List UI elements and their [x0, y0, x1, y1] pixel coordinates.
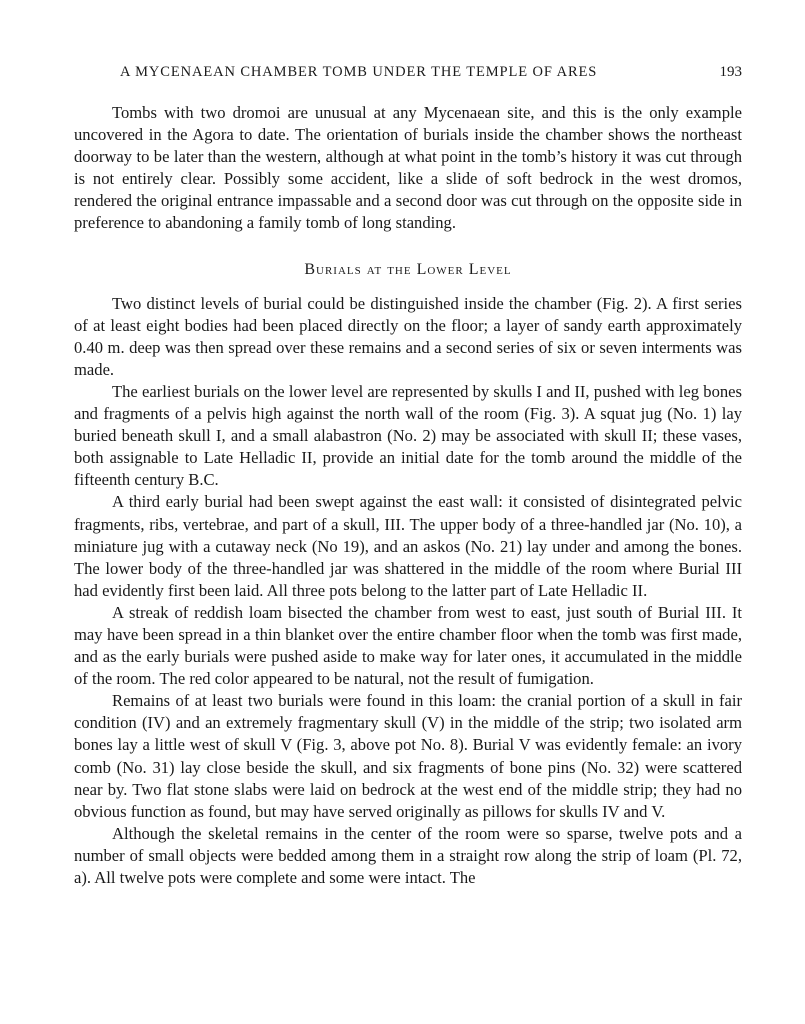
section-heading	[74, 261, 742, 279]
paragraph-burials-in-loam: Remains of at least two burials were found in this loam: the cranial portion of a skull in fair condition (IV) and an extremely fragmentary skull (V) in the middle of the strip; two isolated arm bones lay a little west of skull V (Fig. 3, above pot No. 8). Burial V was evidently female: an ivory comb (No. 31) lay close beside the skull, and six fragments of bone pins (No. 32) were scattered near by. Two flat stone slabs were laid on bedrock at the west end of the middle strip; they had no obvious function as found, but may have served originally as pillows for skulls IV and V.	[74, 691, 742, 821]
running-head	[120, 62, 742, 84]
paragraph-dromoi: Tombs with two dromoi are unusual at any Mycenaean site, and this is the only example uncovered in the Agora to date. The orientation of burials inside the chamber shows the northeast doorway to be later than the western, although at what point in the tomb’s history it was cut through is not entirely clear. Possibly some accident, like a slide of soft bedrock in the west dromos, rendered the original entrance impassable and a second door was cut through on the opposite side in preference to abandoning a family tomb of long standing.	[74, 103, 742, 233]
paragraph-third-burial: A third early burial had been swept against the east wall: it consisted of disintegrated pelvic fragments, ribs, vertebrae, and part of a skull, III. The upper body of a three-handled jar (No. 10), a miniature jug with a cutaway neck (No 19), and an askos (No. 21) lay under and among the bones. The lower body of the three-handled jar was shattered in the middle of the room where Burial III had evidently first been laid. All three pots belong to the latter part of Late Helladic II.	[74, 492, 742, 600]
running-head-title: A MYCENAEAN CHAMBER TOMB UNDER THE TEMPLE OF ARES	[120, 64, 598, 80]
paragraph-reddish-loam: A streak of reddish loam bisected the chamber from west to east, just south of Burial III. It may have been spread in a thin blanket over the entire chamber floor when the tomb was first made, and as the early burials were pushed aside to make way for later ones, it accumulated in the middle of the room. The red color appeared to be natural, not the result of fumigation.	[74, 602, 742, 689]
page-number: 193	[719, 64, 742, 80]
paragraph-earliest-burials: The earliest burials on the lower level are represented by skulls I and II, pushed with leg bones and fragments of a pelvis high against the north wall of the room (Fig. 3). A squat jug (No. 1) lay buried beneath skull I, and a small alabastron (No. 2) may be associated with skull II; these vases, both assignable to Late Helladic II, provide an initial date for the tomb around the middle of the fifteenth century B.C.	[74, 381, 742, 490]
section-heading-text: Burials at the Lower Level	[304, 260, 512, 278]
page	[74, 62, 742, 889]
paragraph-levels: Two distinct levels of burial could be distinguished inside the chamber (Fig. 2). A first series of at least eight bodies had been placed directly on the floor; a layer of sandy earth approximately 0.40 m. deep was then spread over these remains and a second series of six or seven interments was made.	[74, 293, 742, 379]
paragraph-twelve-pots: Although the skeletal remains in the center of the room were so sparse, twelve pots and a number of small objects were bedded among them in a straight row along the strip of loam (Pl. 72, a). All twelve pots were complete and some were intact. The	[74, 823, 742, 887]
